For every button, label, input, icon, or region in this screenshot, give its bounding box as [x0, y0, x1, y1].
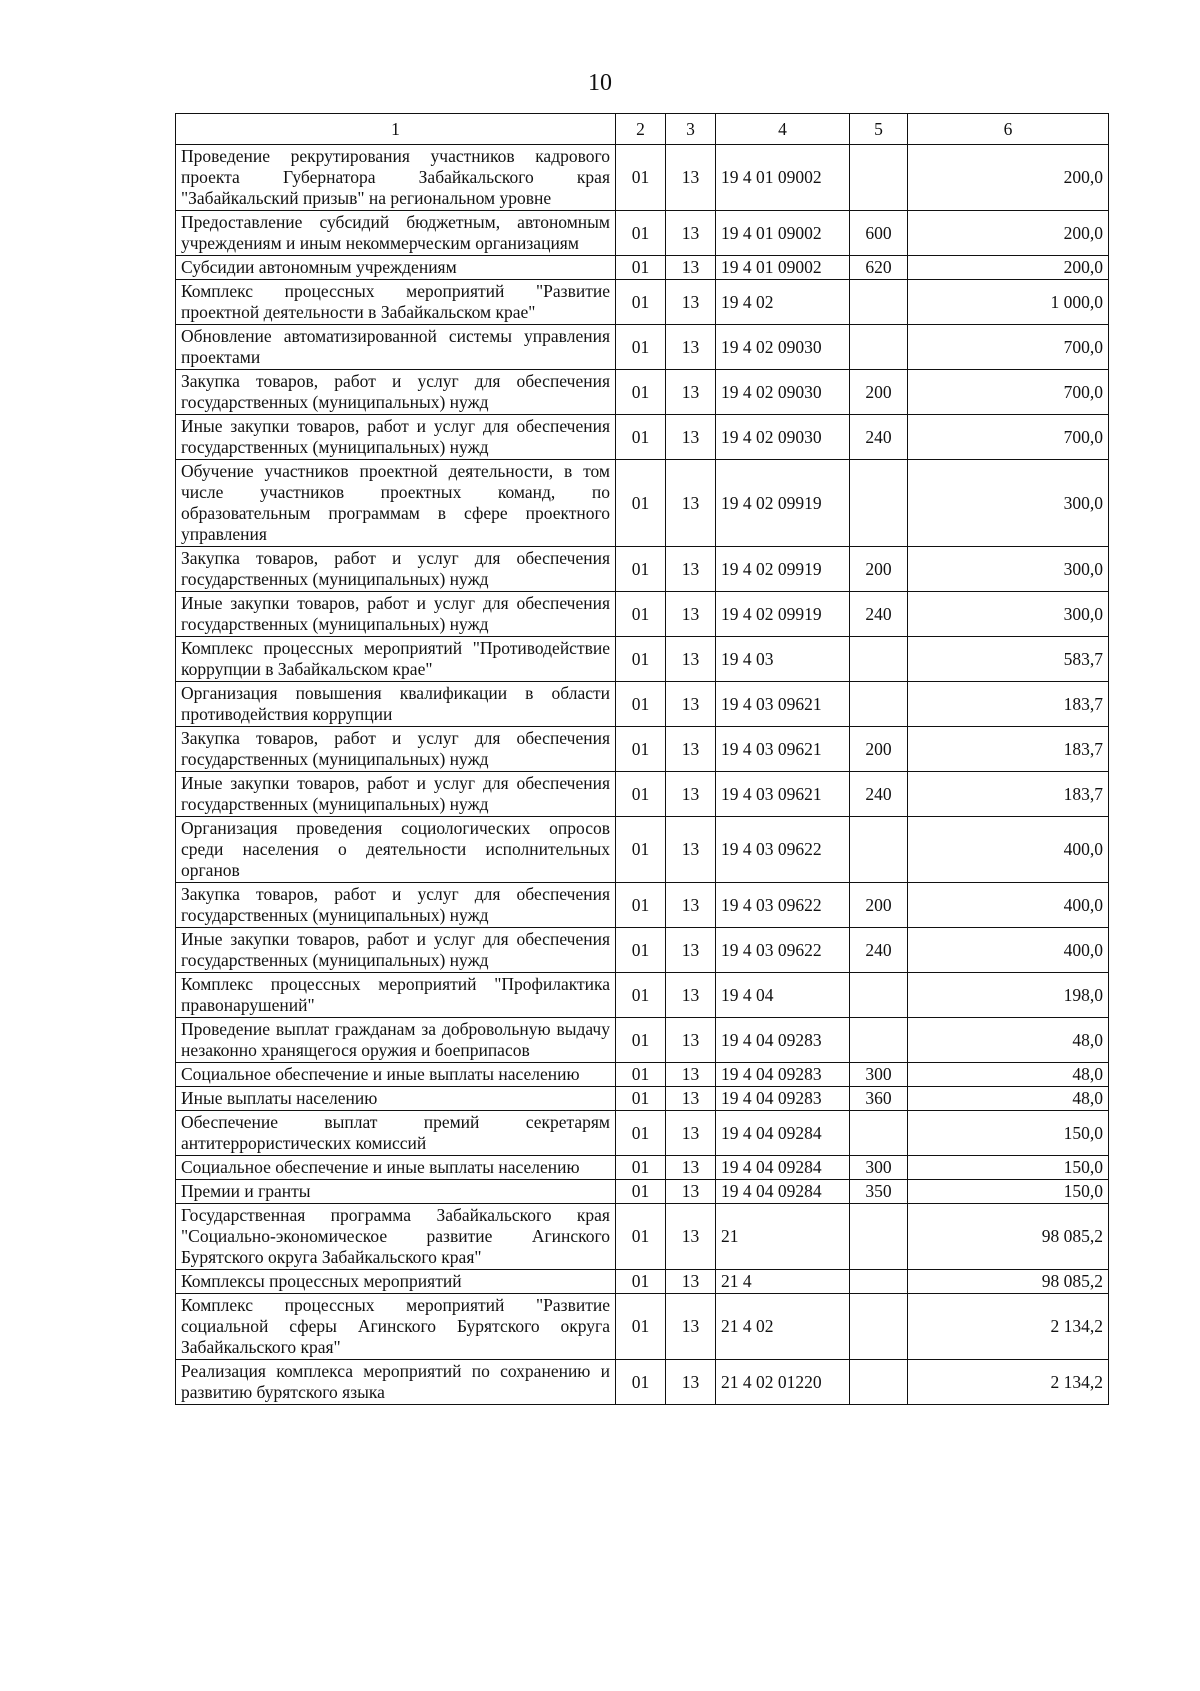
row-subsection: 13 — [666, 280, 716, 325]
row-expense-type — [850, 973, 908, 1018]
row-expense-type — [850, 1018, 908, 1063]
row-amount: 583,7 — [908, 637, 1109, 682]
row-amount: 700,0 — [908, 325, 1109, 370]
row-name: Закупка товаров, работ и услуг для обеспечения государственных (муниципальных) нужд — [176, 883, 616, 928]
table-row — [176, 1087, 1109, 1111]
row-amount: 200,0 — [908, 256, 1109, 280]
row-section: 01 — [616, 883, 666, 928]
table-row — [176, 817, 1109, 883]
row-subsection: 13 — [666, 592, 716, 637]
row-expense-type — [850, 817, 908, 883]
row-expense-type: 200 — [850, 883, 908, 928]
row-name: Закупка товаров, работ и услуг для обеспечения государственных (муниципальных) нужд — [176, 547, 616, 592]
row-section: 01 — [616, 547, 666, 592]
row-target-item: 19 4 02 09919 — [716, 592, 850, 637]
table-row — [176, 1156, 1109, 1180]
row-amount: 700,0 — [908, 415, 1109, 460]
row-expense-type: 300 — [850, 1063, 908, 1087]
row-name: Организация повышения квалификации в области противодействия коррупции — [176, 682, 616, 727]
row-subsection: 13 — [666, 256, 716, 280]
row-amount: 183,7 — [908, 682, 1109, 727]
row-subsection: 13 — [666, 1018, 716, 1063]
row-name: Премии и гранты — [176, 1180, 616, 1204]
row-name: Иные закупки товаров, работ и услуг для обеспечения государственных (муниципальных) нужд — [176, 592, 616, 637]
table-body — [176, 145, 1109, 1405]
row-subsection: 13 — [666, 460, 716, 547]
row-target-item: 19 4 02 09030 — [716, 325, 850, 370]
row-section: 01 — [616, 682, 666, 727]
row-target-item: 19 4 03 09622 — [716, 928, 850, 973]
row-amount: 2 134,2 — [908, 1360, 1109, 1405]
row-amount: 150,0 — [908, 1180, 1109, 1204]
row-name: Социальное обеспечение и иные выплаты населению — [176, 1156, 616, 1180]
row-section: 01 — [616, 211, 666, 256]
table-row — [176, 145, 1109, 211]
row-expense-type: 620 — [850, 256, 908, 280]
row-name: Проведение рекрутирования участников кадрового проекта Губернатора Забайкальского края "Забайкальский призыв" на региональном уровне — [176, 145, 616, 211]
table-row — [176, 592, 1109, 637]
row-target-item: 19 4 03 09621 — [716, 727, 850, 772]
table-row — [176, 928, 1109, 973]
row-amount: 200,0 — [908, 211, 1109, 256]
row-subsection: 13 — [666, 727, 716, 772]
row-name: Государственная программа Забайкальского края "Социально-экономическое развитие Агинского Бурятского округа Забайкальского края" — [176, 1204, 616, 1270]
row-subsection: 13 — [666, 1270, 716, 1294]
row-expense-type: 600 — [850, 211, 908, 256]
row-target-item: 21 4 02 — [716, 1294, 850, 1360]
row-subsection: 13 — [666, 1360, 716, 1405]
row-section: 01 — [616, 1156, 666, 1180]
row-section: 01 — [616, 592, 666, 637]
table-row — [176, 973, 1109, 1018]
row-target-item: 19 4 04 09284 — [716, 1180, 850, 1204]
row-amount: 300,0 — [908, 547, 1109, 592]
table-row — [176, 1180, 1109, 1204]
row-subsection: 13 — [666, 325, 716, 370]
row-section: 01 — [616, 727, 666, 772]
table-row — [176, 1063, 1109, 1087]
page-number: 10 — [588, 70, 612, 96]
row-name: Предоставление субсидий бюджетным, автономным учреждениям и иным некоммерческим организациям — [176, 211, 616, 256]
row-name: Социальное обеспечение и иные выплаты населению — [176, 1063, 616, 1087]
table-row — [176, 1111, 1109, 1156]
row-expense-type — [850, 1111, 908, 1156]
row-amount: 48,0 — [908, 1018, 1109, 1063]
row-expense-type: 240 — [850, 415, 908, 460]
table-row — [176, 637, 1109, 682]
table-row — [176, 325, 1109, 370]
row-section: 01 — [616, 280, 666, 325]
row-amount: 400,0 — [908, 883, 1109, 928]
row-amount: 400,0 — [908, 817, 1109, 883]
row-subsection: 13 — [666, 1156, 716, 1180]
row-amount: 300,0 — [908, 592, 1109, 637]
table-row — [176, 1294, 1109, 1360]
row-expense-type: 300 — [850, 1156, 908, 1180]
row-subsection: 13 — [666, 1111, 716, 1156]
table-row — [176, 370, 1109, 415]
row-name: Субсидии автономным учреждениям — [176, 256, 616, 280]
row-expense-type: 200 — [850, 370, 908, 415]
row-expense-type — [850, 1204, 908, 1270]
row-target-item: 19 4 03 09622 — [716, 883, 850, 928]
table-row — [176, 883, 1109, 928]
row-name: Комплекс процессных мероприятий "Развитие социальной сферы Агинского Бурятского округа Забайкальского края" — [176, 1294, 616, 1360]
row-expense-type: 200 — [850, 547, 908, 592]
header-col-1: 1 — [176, 114, 616, 145]
row-target-item: 19 4 02 09919 — [716, 460, 850, 547]
row-section: 01 — [616, 1204, 666, 1270]
row-amount: 183,7 — [908, 772, 1109, 817]
row-expense-type — [850, 145, 908, 211]
row-section: 01 — [616, 817, 666, 883]
row-amount: 400,0 — [908, 928, 1109, 973]
row-target-item: 19 4 02 — [716, 280, 850, 325]
row-amount: 2 134,2 — [908, 1294, 1109, 1360]
row-section: 01 — [616, 973, 666, 1018]
header-col-4: 4 — [716, 114, 850, 145]
table-row — [176, 211, 1109, 256]
row-section: 01 — [616, 415, 666, 460]
row-target-item: 19 4 04 09283 — [716, 1087, 850, 1111]
row-subsection: 13 — [666, 817, 716, 883]
row-amount: 48,0 — [908, 1063, 1109, 1087]
row-section: 01 — [616, 1294, 666, 1360]
row-expense-type — [850, 325, 908, 370]
table-row — [176, 280, 1109, 325]
row-subsection: 13 — [666, 1063, 716, 1087]
row-subsection: 13 — [666, 1204, 716, 1270]
row-subsection: 13 — [666, 145, 716, 211]
table-header-row — [176, 114, 1109, 145]
row-name: Комплекс процессных мероприятий "Противодействие коррупции в Забайкальском крае" — [176, 637, 616, 682]
row-amount: 198,0 — [908, 973, 1109, 1018]
row-target-item: 19 4 01 09002 — [716, 145, 850, 211]
row-amount: 150,0 — [908, 1111, 1109, 1156]
row-name: Обучение участников проектной деятельности, в том числе участников проектных команд, по образовательным программам в сфере проектного управления — [176, 460, 616, 547]
row-target-item: 19 4 03 09622 — [716, 817, 850, 883]
row-amount: 98 085,2 — [908, 1270, 1109, 1294]
table-row — [176, 1204, 1109, 1270]
header-col-6: 6 — [908, 114, 1109, 145]
row-name: Закупка товаров, работ и услуг для обеспечения государственных (муниципальных) нужд — [176, 727, 616, 772]
row-target-item: 21 4 02 01220 — [716, 1360, 850, 1405]
row-subsection: 13 — [666, 370, 716, 415]
row-name: Обновление автоматизированной системы управления проектами — [176, 325, 616, 370]
row-amount: 183,7 — [908, 727, 1109, 772]
row-expense-type: 240 — [850, 592, 908, 637]
row-target-item: 19 4 04 09284 — [716, 1156, 850, 1180]
row-target-item: 19 4 03 09621 — [716, 682, 850, 727]
row-expense-type — [850, 682, 908, 727]
table-row — [176, 547, 1109, 592]
row-target-item: 19 4 03 09621 — [716, 772, 850, 817]
row-expense-type: 360 — [850, 1087, 908, 1111]
row-target-item: 19 4 04 09284 — [716, 1111, 850, 1156]
row-section: 01 — [616, 325, 666, 370]
row-expense-type — [850, 460, 908, 547]
row-target-item: 19 4 02 09030 — [716, 415, 850, 460]
row-subsection: 13 — [666, 682, 716, 727]
row-subsection: 13 — [666, 1087, 716, 1111]
row-name: Обеспечение выплат премий секретарям антитеррористических комиссий — [176, 1111, 616, 1156]
row-amount: 150,0 — [908, 1156, 1109, 1180]
row-expense-type: 240 — [850, 772, 908, 817]
row-section: 01 — [616, 460, 666, 547]
row-expense-type — [850, 637, 908, 682]
row-target-item: 19 4 03 — [716, 637, 850, 682]
row-expense-type — [850, 280, 908, 325]
row-section: 01 — [616, 1087, 666, 1111]
table-row — [176, 256, 1109, 280]
row-section: 01 — [616, 772, 666, 817]
row-expense-type: 350 — [850, 1180, 908, 1204]
header-col-5: 5 — [850, 114, 908, 145]
row-section: 01 — [616, 145, 666, 211]
table-row — [176, 1018, 1109, 1063]
row-section: 01 — [616, 1180, 666, 1204]
table-row — [176, 682, 1109, 727]
row-target-item: 19 4 04 — [716, 973, 850, 1018]
row-name: Иные выплаты населению — [176, 1087, 616, 1111]
row-name: Закупка товаров, работ и услуг для обеспечения государственных (муниципальных) нужд — [176, 370, 616, 415]
row-target-item: 19 4 02 09030 — [716, 370, 850, 415]
row-target-item: 19 4 04 09283 — [716, 1018, 850, 1063]
row-section: 01 — [616, 256, 666, 280]
row-subsection: 13 — [666, 883, 716, 928]
row-section: 01 — [616, 370, 666, 415]
row-subsection: 13 — [666, 1180, 716, 1204]
row-expense-type — [850, 1294, 908, 1360]
row-target-item: 21 4 — [716, 1270, 850, 1294]
row-amount: 200,0 — [908, 145, 1109, 211]
table-row — [176, 460, 1109, 547]
header-col-2: 2 — [616, 114, 666, 145]
table-row — [176, 1270, 1109, 1294]
row-section: 01 — [616, 928, 666, 973]
row-amount: 300,0 — [908, 460, 1109, 547]
row-name: Комплексы процессных мероприятий — [176, 1270, 616, 1294]
row-subsection: 13 — [666, 415, 716, 460]
budget-table — [175, 113, 1109, 1405]
row-section: 01 — [616, 1360, 666, 1405]
row-target-item: 21 — [716, 1204, 850, 1270]
row-subsection: 13 — [666, 547, 716, 592]
row-name: Комплекс процессных мероприятий "Профилактика правонарушений" — [176, 973, 616, 1018]
row-section: 01 — [616, 1018, 666, 1063]
row-target-item: 19 4 04 09283 — [716, 1063, 850, 1087]
row-name: Комплекс процессных мероприятий "Развитие проектной деятельности в Забайкальском крае" — [176, 280, 616, 325]
row-name: Организация проведения социологических опросов среди населения о деятельности исполнительных органов — [176, 817, 616, 883]
row-subsection: 13 — [666, 772, 716, 817]
row-target-item: 19 4 01 09002 — [716, 211, 850, 256]
row-expense-type — [850, 1360, 908, 1405]
table-row — [176, 772, 1109, 817]
row-target-item: 19 4 02 09919 — [716, 547, 850, 592]
row-section: 01 — [616, 637, 666, 682]
row-name: Иные закупки товаров, работ и услуг для обеспечения государственных (муниципальных) нужд — [176, 772, 616, 817]
row-amount: 700,0 — [908, 370, 1109, 415]
row-subsection: 13 — [666, 1294, 716, 1360]
row-name: Иные закупки товаров, работ и услуг для обеспечения государственных (муниципальных) нужд — [176, 928, 616, 973]
header-col-3: 3 — [666, 114, 716, 145]
row-amount: 48,0 — [908, 1087, 1109, 1111]
row-amount: 1 000,0 — [908, 280, 1109, 325]
row-name: Проведение выплат гражданам за добровольную выдачу незаконно хранящегося оружия и боеприпасов — [176, 1018, 616, 1063]
table-row — [176, 727, 1109, 772]
row-section: 01 — [616, 1111, 666, 1156]
row-name: Реализация комплекса мероприятий по сохранению и развитию бурятского языка — [176, 1360, 616, 1405]
row-expense-type: 200 — [850, 727, 908, 772]
row-section: 01 — [616, 1270, 666, 1294]
row-subsection: 13 — [666, 928, 716, 973]
row-section: 01 — [616, 1063, 666, 1087]
table-row — [176, 1360, 1109, 1405]
row-expense-type: 240 — [850, 928, 908, 973]
row-name: Иные закупки товаров, работ и услуг для обеспечения государственных (муниципальных) нужд — [176, 415, 616, 460]
row-expense-type — [850, 1270, 908, 1294]
row-subsection: 13 — [666, 637, 716, 682]
row-target-item: 19 4 01 09002 — [716, 256, 850, 280]
row-subsection: 13 — [666, 973, 716, 1018]
row-amount: 98 085,2 — [908, 1204, 1109, 1270]
table-row — [176, 415, 1109, 460]
row-subsection: 13 — [666, 211, 716, 256]
